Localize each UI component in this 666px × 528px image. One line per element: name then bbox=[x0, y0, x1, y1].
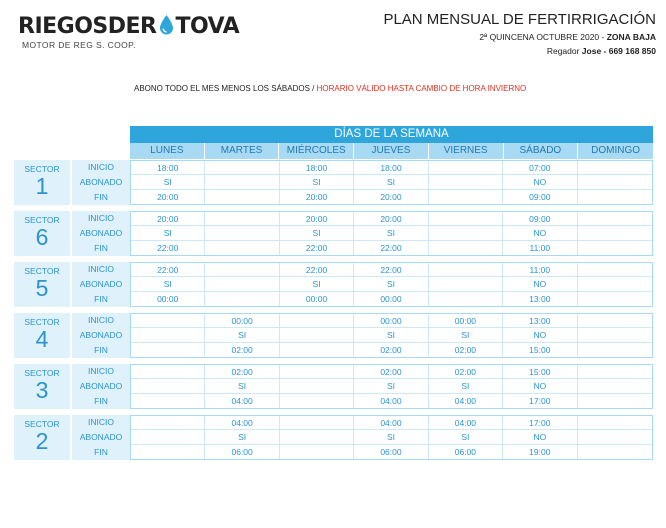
schedule-cell: NO bbox=[503, 328, 577, 341]
schedule-row bbox=[131, 226, 652, 240]
schedule-cell bbox=[205, 277, 279, 290]
logo-wordmark bbox=[18, 14, 239, 39]
sector-block bbox=[14, 415, 653, 460]
row-label: FIN bbox=[94, 192, 108, 202]
schedule-cell: SI bbox=[429, 379, 503, 392]
row-label: INICIO bbox=[88, 213, 114, 223]
schedule-row bbox=[131, 343, 652, 357]
schedule-row bbox=[131, 292, 652, 306]
sector-block bbox=[14, 211, 653, 256]
logo-subtitle: MOTOR DE REG S. COOP. bbox=[22, 40, 136, 50]
schedule-cell: 04:00 bbox=[429, 416, 503, 429]
schedule-cell: SI bbox=[280, 226, 354, 239]
row-label: ABONADO bbox=[79, 279, 123, 289]
schedule-cell: 02:00 bbox=[205, 365, 279, 378]
row-label: FIN bbox=[94, 294, 108, 304]
sector-word: SECTOR bbox=[24, 368, 60, 378]
row-label: ABONADO bbox=[79, 177, 123, 187]
schedule-cell: NO bbox=[503, 430, 577, 443]
row-labels bbox=[72, 160, 130, 205]
schedule-row bbox=[131, 241, 652, 255]
zone-text: ZONA BAJA bbox=[606, 32, 656, 42]
row-labels bbox=[72, 313, 130, 358]
schedule-cell: SI bbox=[205, 328, 279, 341]
schedule-row bbox=[131, 430, 652, 444]
row-label: ABONADO bbox=[79, 432, 123, 442]
schedule-cell: 02:00 bbox=[429, 343, 503, 357]
page-title: PLAN MENSUAL DE FERTIRRIGACIÓN bbox=[383, 11, 656, 28]
schedule-cell bbox=[578, 328, 652, 341]
schedule-cell bbox=[131, 328, 205, 341]
sector-label bbox=[14, 160, 70, 205]
schedule-cell: 20:00 bbox=[354, 190, 428, 204]
schedule-cell bbox=[578, 343, 652, 357]
schedule-cell: 07:00 bbox=[503, 161, 577, 174]
schedule-cell bbox=[578, 430, 652, 443]
sector-word: SECTOR bbox=[24, 419, 60, 429]
schedule-cell bbox=[280, 379, 354, 392]
sector-number: 3 bbox=[35, 377, 49, 403]
sector-word: SECTOR bbox=[24, 317, 60, 327]
sector-block bbox=[14, 364, 653, 409]
schedule-cell: 17:00 bbox=[503, 394, 577, 408]
schedule-cell: 15:00 bbox=[503, 343, 577, 357]
schedule-cell: 13:00 bbox=[503, 314, 577, 327]
schedule-cell: 00:00 bbox=[131, 292, 205, 306]
schedule-cell: SI bbox=[354, 430, 428, 443]
schedule-cell: SI bbox=[429, 430, 503, 443]
sector-block bbox=[14, 160, 653, 205]
schedule-cell: 04:00 bbox=[205, 416, 279, 429]
logo-brand-left: RIEGOSDER bbox=[18, 14, 157, 39]
schedule-cell bbox=[429, 175, 503, 188]
schedule-cell bbox=[429, 263, 503, 276]
day-header: JUEVES bbox=[354, 143, 429, 159]
schedule-cell bbox=[205, 263, 279, 276]
sector-word: SECTOR bbox=[24, 215, 60, 225]
schedule-cell: 15:00 bbox=[503, 365, 577, 378]
schedule-cell bbox=[280, 430, 354, 443]
days-header-row bbox=[130, 143, 653, 159]
schedule-notice bbox=[134, 84, 526, 93]
schedule-cell: 20:00 bbox=[131, 190, 205, 204]
sector-block bbox=[14, 313, 653, 358]
schedule-cell: 04:00 bbox=[354, 394, 428, 408]
schedule-row bbox=[131, 379, 652, 393]
schedule-cell: NO bbox=[503, 277, 577, 290]
schedule-cell bbox=[131, 445, 205, 459]
schedule-cell: 06:00 bbox=[354, 445, 428, 459]
notice-text: ABONO TODO EL MES MENOS LOS SÁBADOS / bbox=[134, 84, 317, 93]
schedule-cell: SI bbox=[354, 379, 428, 392]
row-label: ABONADO bbox=[79, 228, 123, 238]
row-labels bbox=[72, 262, 130, 307]
schedule-cell bbox=[578, 190, 652, 204]
sector-label bbox=[14, 415, 70, 460]
sector-label bbox=[14, 211, 70, 256]
schedule-grid bbox=[130, 415, 653, 460]
day-header: SÁBADO bbox=[504, 143, 579, 159]
schedule-cell bbox=[280, 416, 354, 429]
schedule-cell: SI bbox=[131, 277, 205, 290]
schedule-cell: 17:00 bbox=[503, 416, 577, 429]
schedule-cell: 02:00 bbox=[429, 365, 503, 378]
schedule-row bbox=[131, 277, 652, 291]
schedule-cell: 00:00 bbox=[205, 314, 279, 327]
schedule-cell: 18:00 bbox=[131, 161, 205, 174]
schedule-cell bbox=[578, 175, 652, 188]
row-labels bbox=[72, 211, 130, 256]
day-header: MIÉRCOLES bbox=[279, 143, 354, 159]
schedule-cell: SI bbox=[205, 430, 279, 443]
schedule-cell: SI bbox=[354, 226, 428, 239]
schedule-cell: 02:00 bbox=[354, 365, 428, 378]
schedule-cell: 18:00 bbox=[280, 161, 354, 174]
schedule-cell: SI bbox=[280, 175, 354, 188]
schedule-cell bbox=[131, 314, 205, 327]
irrigator-prefix: Regador bbox=[546, 46, 582, 56]
schedule-cell bbox=[131, 379, 205, 392]
row-labels bbox=[72, 415, 130, 460]
schedule-cell bbox=[131, 365, 205, 378]
schedule-grid bbox=[130, 313, 653, 358]
row-label: ABONADO bbox=[79, 330, 123, 340]
irrigator-detail: Jose - 669 168 850 bbox=[581, 46, 656, 56]
row-label: FIN bbox=[94, 345, 108, 355]
schedule-cell: SI bbox=[354, 328, 428, 341]
schedule-row bbox=[131, 212, 652, 226]
row-label: INICIO bbox=[88, 264, 114, 274]
schedule-cell: 06:00 bbox=[429, 445, 503, 459]
schedule-cell bbox=[429, 292, 503, 306]
row-label: FIN bbox=[94, 243, 108, 253]
schedule-cell: 22:00 bbox=[280, 241, 354, 255]
schedule-cell bbox=[578, 292, 652, 306]
schedule-cell: 13:00 bbox=[503, 292, 577, 306]
row-label: INICIO bbox=[88, 366, 114, 376]
sector-label bbox=[14, 262, 70, 307]
sector-number: 6 bbox=[35, 224, 49, 250]
schedule-cell bbox=[578, 365, 652, 378]
row-label: INICIO bbox=[88, 417, 114, 427]
schedule-cell bbox=[578, 379, 652, 392]
schedule-cell: SI bbox=[354, 277, 428, 290]
schedule-cell bbox=[429, 190, 503, 204]
schedule-row bbox=[131, 263, 652, 277]
schedule-cell: 20:00 bbox=[280, 212, 354, 225]
sector-word: SECTOR bbox=[24, 266, 60, 276]
schedule-cell: SI bbox=[354, 175, 428, 188]
schedule-cell bbox=[578, 241, 652, 255]
schedule-cell: 18:00 bbox=[354, 161, 428, 174]
schedule-cell bbox=[578, 212, 652, 225]
day-header: MARTES bbox=[205, 143, 280, 159]
schedule-cell bbox=[280, 328, 354, 341]
sector-number: 1 bbox=[35, 173, 49, 199]
row-label: INICIO bbox=[88, 315, 114, 325]
schedule-cell bbox=[429, 241, 503, 255]
schedule-cell: 11:00 bbox=[503, 263, 577, 276]
schedule-cell bbox=[578, 226, 652, 239]
schedule-cell bbox=[205, 190, 279, 204]
schedule-row bbox=[131, 314, 652, 328]
schedule-cell: 00:00 bbox=[280, 292, 354, 306]
schedule-cell bbox=[429, 226, 503, 239]
schedule-cell bbox=[131, 394, 205, 408]
days-of-week-title: DÍAS DE LA SEMANA bbox=[130, 126, 653, 143]
schedule-cell: 20:00 bbox=[280, 190, 354, 204]
day-header: LUNES bbox=[130, 143, 205, 159]
schedule-cell bbox=[280, 394, 354, 408]
row-label: INICIO bbox=[88, 162, 114, 172]
schedule-cell bbox=[429, 161, 503, 174]
schedule-cell: 04:00 bbox=[429, 394, 503, 408]
schedule-cell: 00:00 bbox=[354, 314, 428, 327]
schedule-cell bbox=[429, 277, 503, 290]
schedule-cell bbox=[429, 212, 503, 225]
schedule-cell: 22:00 bbox=[354, 263, 428, 276]
schedule-row bbox=[131, 445, 652, 459]
schedule-cell bbox=[578, 277, 652, 290]
water-drop-icon bbox=[158, 14, 175, 36]
irrigator-line bbox=[383, 44, 656, 58]
row-label: FIN bbox=[94, 447, 108, 457]
schedule-cell: 04:00 bbox=[354, 416, 428, 429]
schedule-row bbox=[131, 175, 652, 189]
schedule-cell: 22:00 bbox=[280, 263, 354, 276]
notice-warning: HORARIO VÁLIDO HASTA CAMBIO DE HORA INVIERNO bbox=[316, 84, 527, 93]
schedule-cell: SI bbox=[205, 379, 279, 392]
sector-label bbox=[14, 313, 70, 358]
schedule-cell: 00:00 bbox=[429, 314, 503, 327]
sector-number: 5 bbox=[35, 275, 49, 301]
schedule-cell bbox=[131, 343, 205, 357]
schedule-cell: 09:00 bbox=[503, 212, 577, 225]
schedule-cell: NO bbox=[503, 379, 577, 392]
schedule-cell bbox=[280, 445, 354, 459]
schedule-cell: 04:00 bbox=[205, 394, 279, 408]
sector-label bbox=[14, 364, 70, 409]
period-text: 2ª QUINCENA OCTUBRE 2020 - bbox=[479, 32, 607, 42]
schedule-row bbox=[131, 365, 652, 379]
schedule-cell bbox=[205, 241, 279, 255]
schedule-cell: 20:00 bbox=[354, 212, 428, 225]
schedule-row bbox=[131, 190, 652, 204]
schedule-cell bbox=[205, 226, 279, 239]
row-labels bbox=[72, 364, 130, 409]
schedule-cell: SI bbox=[429, 328, 503, 341]
schedule-cell bbox=[205, 175, 279, 188]
schedule-cell bbox=[280, 314, 354, 327]
schedule-cell: SI bbox=[280, 277, 354, 290]
schedule-cell: 02:00 bbox=[354, 343, 428, 357]
sector-number: 2 bbox=[35, 428, 49, 454]
brand-logo bbox=[18, 14, 239, 50]
schedule-cell: SI bbox=[131, 175, 205, 188]
schedule-grid bbox=[130, 262, 653, 307]
schedule-cell: 02:00 bbox=[205, 343, 279, 357]
day-header: VIERNES bbox=[429, 143, 504, 159]
schedule-grid bbox=[130, 211, 653, 256]
schedule-cell: 20:00 bbox=[131, 212, 205, 225]
schedule-cell bbox=[578, 314, 652, 327]
schedule-cell: NO bbox=[503, 226, 577, 239]
schedule-cell bbox=[578, 161, 652, 174]
schedule-cell: 22:00 bbox=[131, 263, 205, 276]
schedule-cell: 00:00 bbox=[354, 292, 428, 306]
document-header bbox=[383, 10, 656, 58]
period-line bbox=[383, 30, 656, 44]
schedule-row bbox=[131, 161, 652, 175]
schedule-cell bbox=[578, 416, 652, 429]
schedule-cell bbox=[205, 292, 279, 306]
schedule-row bbox=[131, 394, 652, 408]
sector-word: SECTOR bbox=[24, 164, 60, 174]
sector-block bbox=[14, 262, 653, 307]
schedule-cell bbox=[280, 343, 354, 357]
schedule-row bbox=[131, 328, 652, 342]
schedule-cell: NO bbox=[503, 175, 577, 188]
schedule-row bbox=[131, 416, 652, 430]
schedule-cell: 19:00 bbox=[503, 445, 577, 459]
schedule-cell: 09:00 bbox=[503, 190, 577, 204]
schedule-cell bbox=[578, 394, 652, 408]
schedule-cell bbox=[280, 365, 354, 378]
schedule-cell bbox=[205, 212, 279, 225]
schedule-cell: 06:00 bbox=[205, 445, 279, 459]
row-label: ABONADO bbox=[79, 381, 123, 391]
row-label: FIN bbox=[94, 396, 108, 406]
logo-brand-right: TOVA bbox=[175, 14, 240, 39]
schedule-cell: SI bbox=[131, 226, 205, 239]
schedule-cell bbox=[578, 263, 652, 276]
schedule-cell bbox=[205, 161, 279, 174]
sector-number: 4 bbox=[35, 326, 49, 352]
schedule-cell: 11:00 bbox=[503, 241, 577, 255]
schedule-cell bbox=[131, 416, 205, 429]
schedule-grid bbox=[130, 364, 653, 409]
schedule-cell: 22:00 bbox=[131, 241, 205, 255]
schedule-cell: 22:00 bbox=[354, 241, 428, 255]
schedule-grid bbox=[130, 160, 653, 205]
schedule-cell bbox=[578, 445, 652, 459]
schedule-cell bbox=[131, 430, 205, 443]
day-header: DOMINGO bbox=[591, 145, 641, 156]
